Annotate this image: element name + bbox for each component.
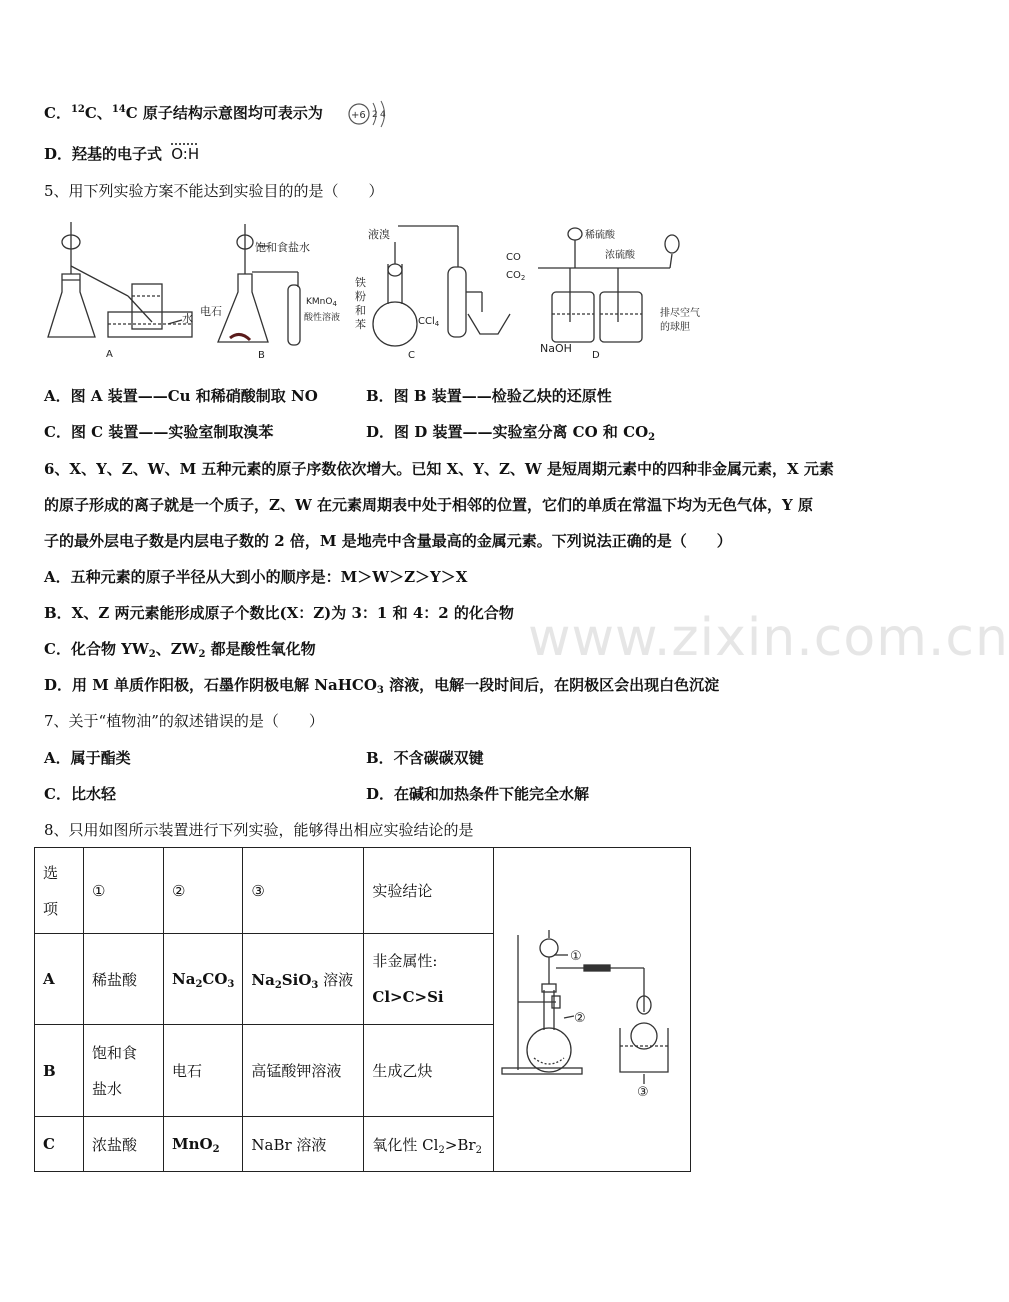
q6-stem-line2: 的原子形成的离子就是一个质子，Z、W 在元素周期表中处于相邻的位置，它们的单质在常温下均为无色气体，Y 原 [44,496,813,514]
svg-text:水: 水 [182,312,193,325]
row-c-reagent-3: NaBr 溶液 [243,1117,364,1172]
row-c-conclusion: 氧化性 $Cl_2>Br_2$ [364,1117,494,1172]
q4-option-c: C．$^{12}$C、$^{14}$C 原子结构示意图均可表示为 [44,104,323,122]
q7-stem: 7、关于“植物油”的叙述错误的是（ ） [44,712,324,730]
q8-figure-cell [494,848,691,1172]
header-reagent-3: ③ [243,848,364,934]
row-a-reagent-3: $Na_2SiO_3$ 溶液 [243,934,364,1025]
svg-text:①: ① [570,948,583,964]
svg-text:③: ③ [637,1084,650,1100]
svg-text:液溴: 液溴 [368,228,390,241]
svg-text:KMnO4: KMnO$_4$ [306,297,337,308]
svg-text:浓硫酸: 浓硫酸 [605,250,635,261]
q5-stem: 5、用下列实验方案不能达到实验目的的是（ ） [44,182,384,200]
svg-text:C: C [408,350,415,361]
q6-option-d: D．用 M 单质作阳极，石墨作阴极电解 NaHCO$_3$ 溶液，电解一段时间后，在阴极区会出现白色沉淀 [44,676,720,696]
table-header-row [35,848,691,934]
row-b-conclusion: 生成乙炔 [364,1025,494,1117]
q6-stem-line1: 6、X、Y、Z、W、M 五种元素的原子序数依次增大。已知 X、Y、Z、W 是短周期元素中的四种非金属元素，X 元素 [44,460,834,478]
q5-option-a: A．图 A 装置——Cu 和稀硝酸制取 NO [44,387,318,405]
q6-option-a: A．五种元素的原子半径从大到小的顺序是：M＞W＞Z＞Y＞X [44,568,468,586]
q7-option-b: B．不含碳碳双键 [366,749,484,767]
watermark: www.zixin.com.cn [528,608,1009,668]
row-b-reagent-1: 饱和食 盐水 [84,1025,164,1117]
svg-text:粉: 粉 [355,290,366,303]
q5-option-b: B．图 B 装置——检验乙炔的还原性 [366,387,612,405]
q7-option-d: D．在碱和加热条件下能完全水解 [366,785,590,803]
q6-stem-line3: 子的最外层电子数是内层电子数的 2 倍，M 是地壳中含量最高的金属元素。下列说法正确的是（ ） [44,532,732,550]
hydroxyl-electron-formula: O:H [171,145,200,163]
apparatus-b [200,224,340,361]
row-a-reagent-2: $Na_2CO_3$ [164,934,243,1025]
q8-stem: 8、只用如图所示装置进行下列实验，能够得出相应实验结论的是 [44,821,474,839]
svg-text:饱和食盐水: 饱和食盐水 [255,241,310,254]
header-reagent-2: ② [164,848,243,934]
header-option: 选 项 [35,848,84,934]
svg-text:电石: 电石 [200,305,222,318]
q6-option-b: B．X、Z 两元素能形成原子个数比(X：Z)为 3：1 和 4：2 的化合物 [44,604,514,622]
header-reagent-1: ① [84,848,164,934]
q7-option-c: C．比水轻 [44,785,116,803]
apparatus-a [48,222,193,360]
row-b-reagent-2: 电石 [164,1025,243,1117]
q5-option-c: C．图 C 装置——实验室制取溴苯 [44,423,274,441]
svg-text:CO: CO [506,252,521,263]
svg-text:CO2: $CO_2$ [506,270,526,282]
row-c-reagent-1: 浓盐酸 [84,1117,164,1172]
svg-text:和: 和 [355,304,366,317]
svg-text:铁: 铁 [355,276,366,289]
q6-option-c: C．化合物 $YW_2$、$ZW_2$ 都是酸性氧化物 [44,640,316,660]
svg-text:苯: 苯 [355,318,366,331]
q4-option-d: D．羟基的电子式 O:H [44,145,200,163]
svg-text:CCl4: CCl$_4$ [418,316,440,328]
apparatus-c [355,226,510,361]
svg-text:NaOH: NaOH [540,342,572,355]
row-a-conclusion: 非金属性: Cl>C>Si [364,934,494,1025]
row-c-option: C [35,1117,84,1172]
svg-text:酸性溶液: 酸性溶液 [304,313,341,323]
svg-text:②: ② [574,1010,587,1026]
svg-text:B: B [258,350,265,361]
row-c-reagent-2: MnO$_2$ [164,1117,243,1172]
row-b-reagent-3: 高锰酸钾溶液 [243,1025,364,1117]
svg-text:的球胆: 的球胆 [660,322,690,333]
q8-apparatus-figure [494,850,690,1170]
row-a-reagent-1: 稀盐酸 [84,934,164,1025]
q5-apparatus-figure [40,212,730,362]
q8-table [34,847,691,1172]
svg-text:稀硫酸: 稀硫酸 [585,230,615,241]
apparatus-d [506,228,700,361]
svg-text:4: 4 [380,110,386,120]
header-conclusion: 实验结论 [364,848,494,934]
atom-structure-diagram [346,100,392,128]
svg-text:D: D [592,350,600,361]
q5-option-d: D．图 D 装置——实验室分离 CO 和 $CO_2$ [366,423,656,443]
q7-option-a: A．属于酯类 [44,749,131,767]
svg-text:2: 2 [372,110,378,120]
svg-text:+6: +6 [351,110,366,121]
svg-text:A: A [106,349,113,360]
row-a-option: A [35,934,84,1025]
row-b-option: B [35,1025,84,1117]
svg-text:排尽空气: 排尽空气 [660,308,700,319]
